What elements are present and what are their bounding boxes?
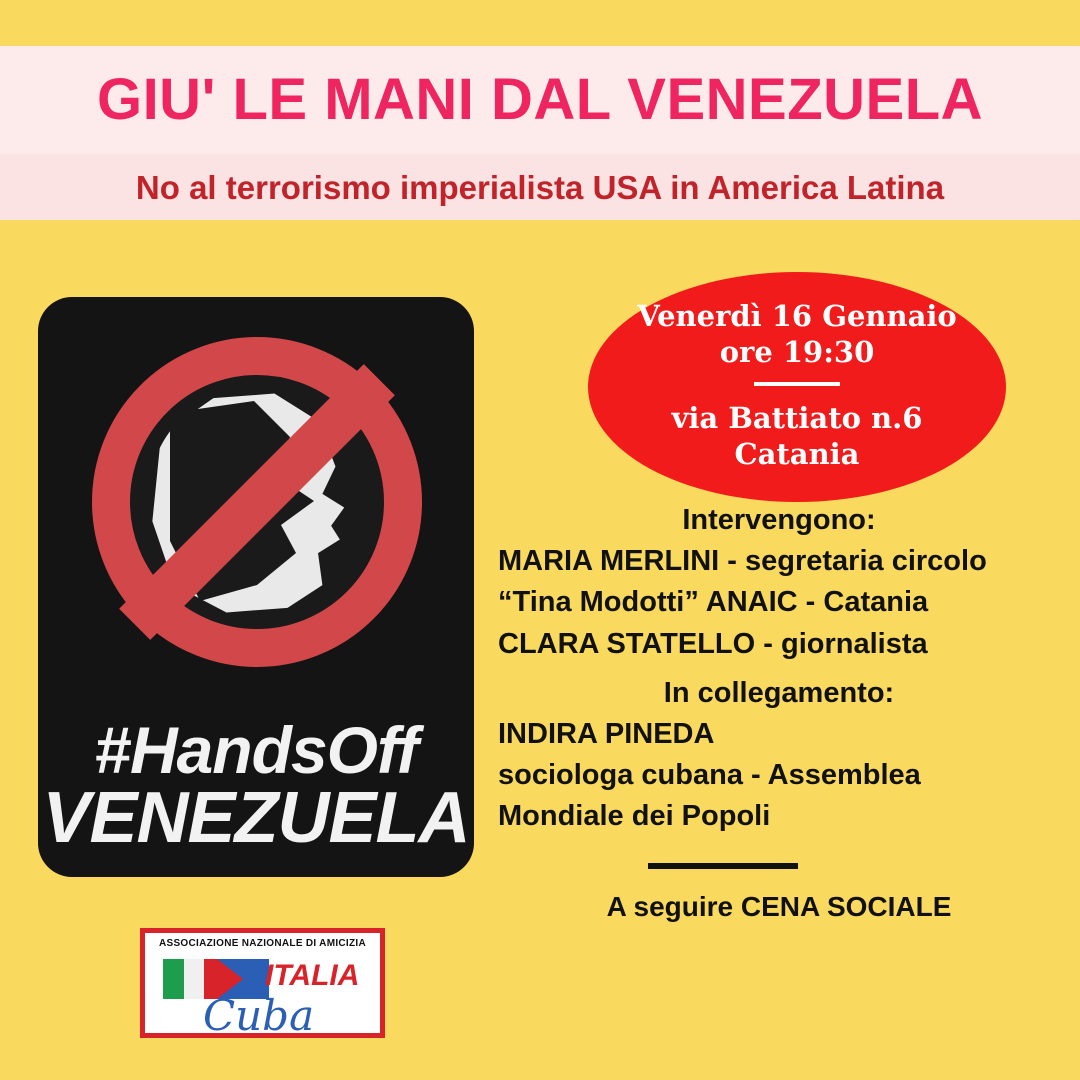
program-column: [498, 500, 1060, 923]
speaker-item: MARIA MERLINI - segretaria circolo: [498, 545, 987, 578]
protest-image: [38, 297, 474, 877]
image-text-line2: VENEZUELA: [42, 778, 470, 858]
event-city: Catania: [734, 437, 860, 471]
image-text-line1: #HandsOff: [94, 713, 418, 787]
remote-item: Mondiale dei Popoli: [498, 800, 771, 833]
footer-note: A seguire CENA SOCIALE: [606, 891, 952, 923]
logo-cuba-text: Cuba: [203, 991, 315, 1040]
speaker-item: CLARA STATELLO - giornalista: [498, 627, 928, 660]
event-time: ore 19:30: [719, 335, 875, 369]
logo-italia-text: ITALIA: [265, 959, 360, 992]
remote-item: INDIRA PINEDA: [498, 717, 715, 750]
event-address: via Battiato n.6: [671, 401, 923, 435]
remote-item: sociologa cubana - Assemblea: [498, 759, 921, 792]
event-details-badge: [588, 272, 1006, 502]
title-band: [0, 46, 1080, 154]
section-divider: [648, 863, 798, 869]
speaker-item: “Tina Modotti” ANAIC - Catania: [498, 586, 929, 619]
logo-association-text: ASSOCIAZIONE NAZIONALE DI AMICIZIA: [158, 938, 367, 949]
sign-slash: [92, 337, 422, 667]
remote-heading: In collegamento:: [663, 676, 895, 709]
prohibition-sign-icon: [56, 315, 456, 715]
event-date: Venerdì 16 Gennaio: [637, 299, 957, 333]
subtitle-band: [0, 154, 1080, 220]
italia-cuba-logo: [140, 928, 385, 1038]
page-subtitle: No al terrorismo imperialista USA in America Latina: [135, 168, 945, 206]
speakers-heading: Intervengono:: [682, 504, 876, 536]
page-title: GIU' LE MANI DAL VENEZUELA: [96, 67, 984, 132]
badge-divider: [754, 382, 840, 386]
